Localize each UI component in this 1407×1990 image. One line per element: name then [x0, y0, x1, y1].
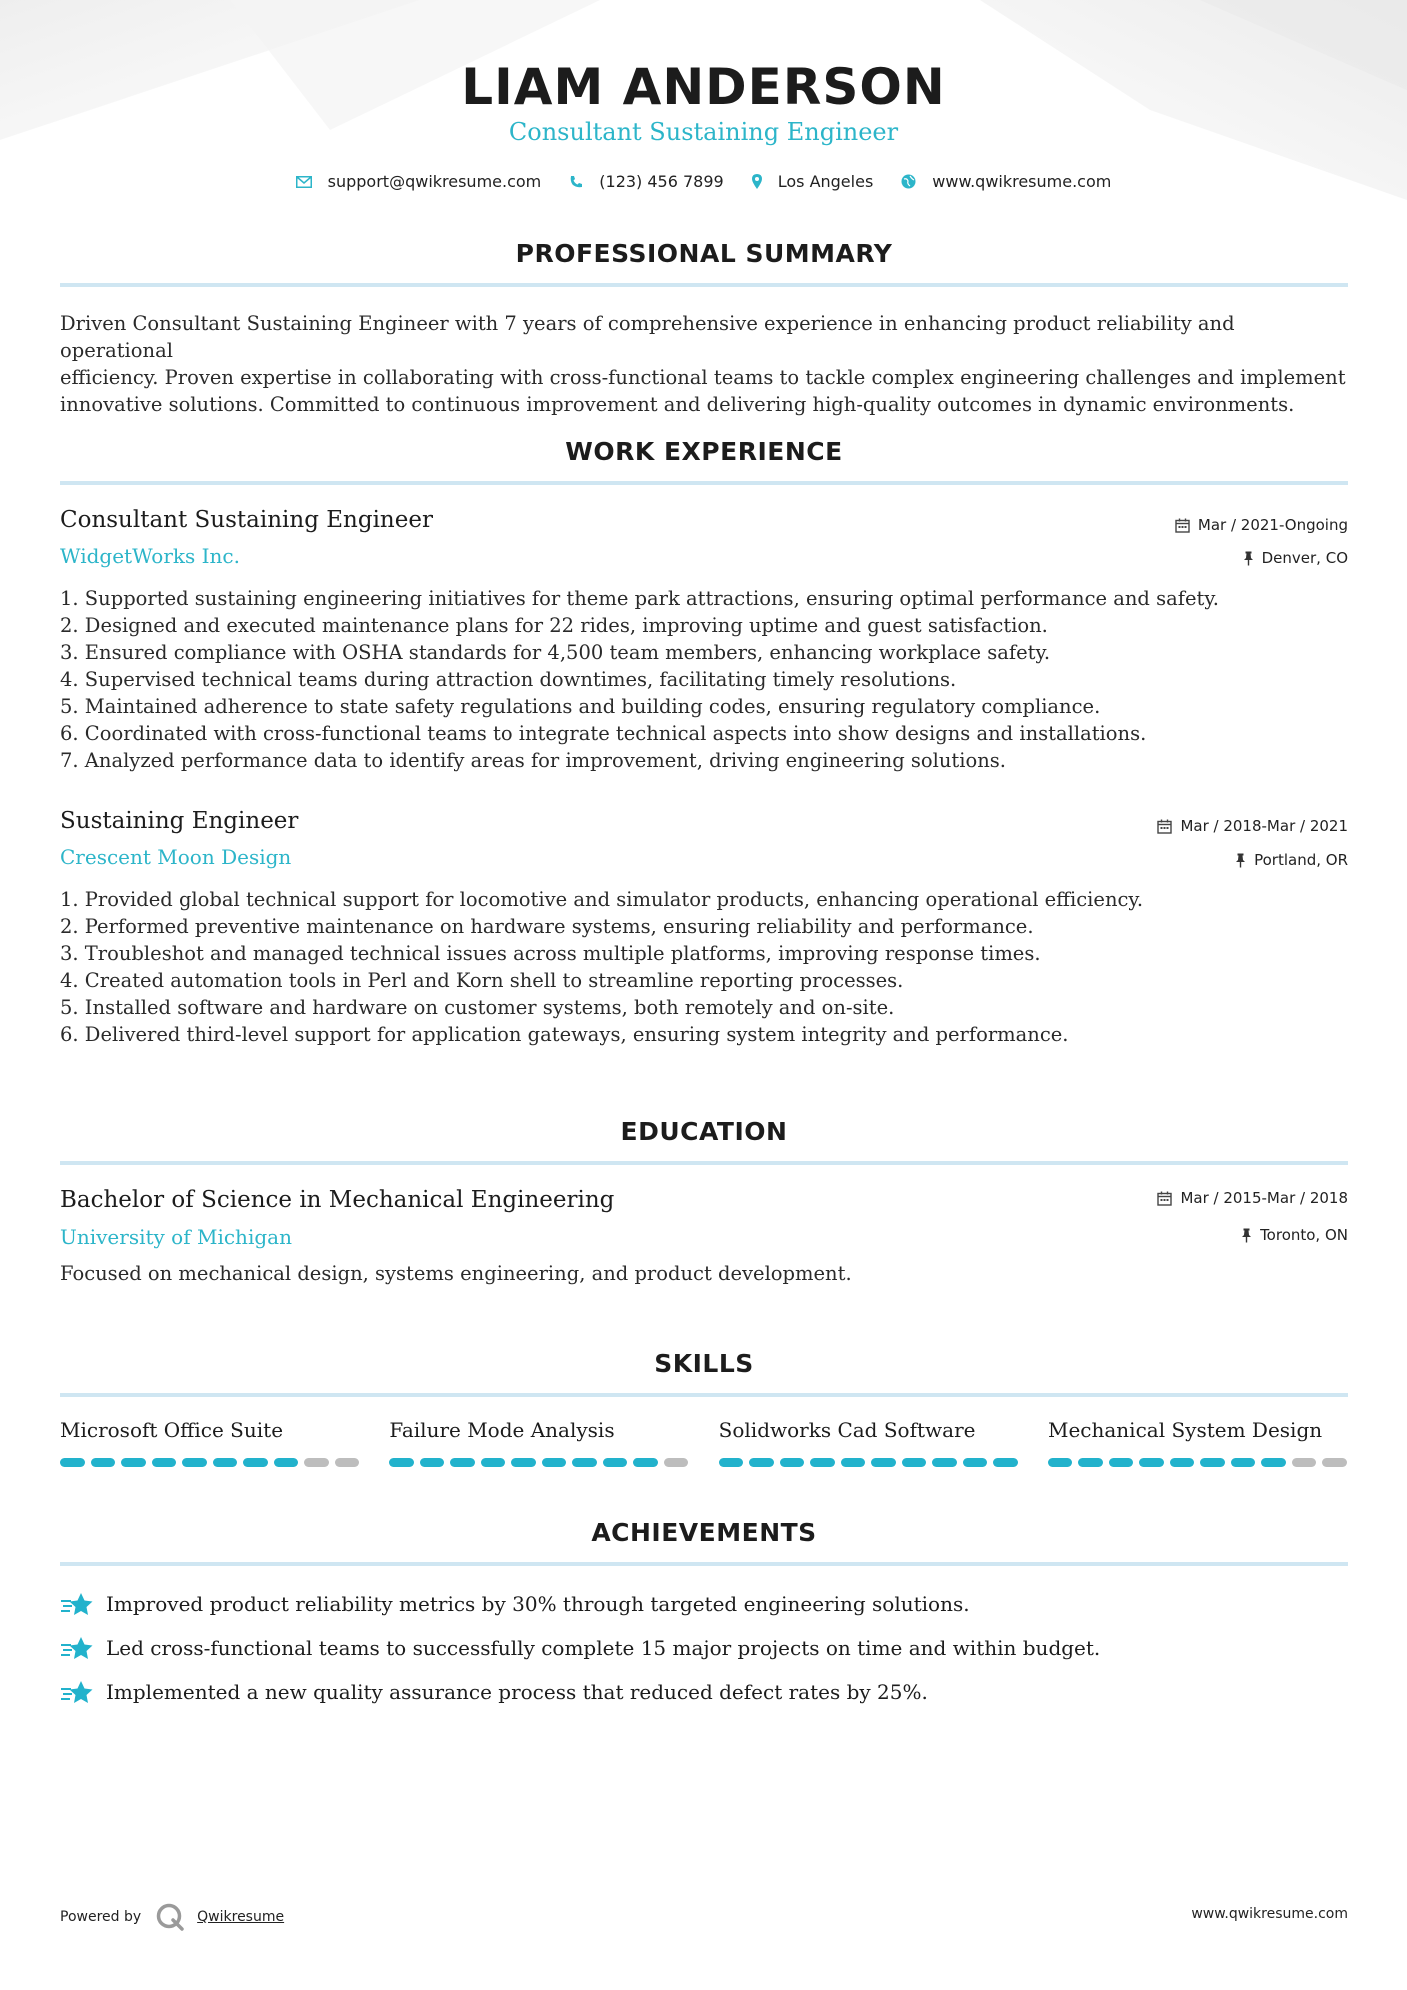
map-pin-icon — [752, 174, 762, 189]
achievement-item — [60, 1678, 928, 1706]
skill-segment-filled — [719, 1458, 744, 1467]
contact-phone[interactable] — [569, 172, 723, 191]
skill-item — [719, 1418, 1019, 1467]
skill-segment-empty — [335, 1458, 360, 1467]
education-dates-text: Mar / 2015-Mar / 2018 — [1180, 1189, 1348, 1207]
skill-segment-filled — [182, 1458, 207, 1467]
skill-segment-filled — [121, 1458, 146, 1467]
skill-level-bar — [1048, 1458, 1348, 1467]
calendar-icon — [1157, 1191, 1172, 1206]
skill-segment-filled — [389, 1458, 414, 1467]
powered-by-label: Powered by — [60, 1909, 142, 1925]
qwikresume-logo-icon — [155, 1902, 185, 1932]
skill-segment-filled — [1078, 1458, 1103, 1467]
skill-segment-filled — [810, 1458, 835, 1467]
section-divider — [60, 1562, 1348, 1566]
skill-segment-filled — [1261, 1458, 1286, 1467]
skill-segment-filled — [1231, 1458, 1256, 1467]
job-location-text: Portland, OR — [1254, 851, 1348, 869]
skill-segment-empty — [304, 1458, 329, 1467]
section-heading-education: EDUCATION — [620, 1117, 788, 1146]
skill-segment-filled — [1170, 1458, 1195, 1467]
education-dates — [1157, 1189, 1348, 1207]
skill-segment-filled — [542, 1458, 567, 1467]
job-dates-text: Mar / 2018-Mar / 2021 — [1180, 817, 1348, 835]
skill-segment-filled — [213, 1458, 238, 1467]
achievement-item — [60, 1590, 970, 1618]
education-location-text: Toronto, ON — [1260, 1226, 1348, 1244]
list-item: 2. Designed and executed maintenance plans for 22 rides, improving uptime and guest satisfaction. — [60, 614, 1048, 637]
envelope-icon — [296, 176, 312, 188]
job-dates-text: Mar / 2021-Ongoing — [1197, 516, 1348, 534]
job-title: Sustaining Engineer — [60, 808, 299, 834]
skill-segment-filled — [871, 1458, 896, 1467]
contact-phone-text: (123) 456 7899 — [599, 172, 724, 191]
skill-name: Solidworks Cad Software — [718, 1418, 976, 1442]
list-item: 7. Analyzed performance data to identify areas for improvement, driving engineering solutions. — [60, 749, 1006, 772]
skill-segment-filled — [963, 1458, 988, 1467]
section-heading-skills: SKILLS — [654, 1349, 754, 1378]
calendar-icon — [1175, 518, 1190, 533]
skill-segment-filled — [841, 1458, 866, 1467]
skill-segment-filled — [1048, 1458, 1073, 1467]
achievement-item — [60, 1634, 1100, 1662]
footer-website-link[interactable]: www.qwikresume.com — [1191, 1906, 1348, 1922]
contact-location-text: Los Angeles — [777, 172, 874, 191]
skill-segment-filled — [993, 1458, 1018, 1467]
shooting-star-icon — [60, 1590, 94, 1618]
job-title: Consultant Sustaining Engineer — [60, 507, 433, 533]
list-item: 5. Maintained adherence to state safety regulations and building codes, ensuring regulatory compliance. — [60, 695, 1101, 718]
skill-segment-filled — [780, 1458, 805, 1467]
skill-segment-filled — [60, 1458, 85, 1467]
job-location — [1235, 851, 1348, 869]
list-item: 2. Performed preventive maintenance on hardware systems, ensuring reliability and performance. — [60, 915, 1034, 938]
contact-email[interactable] — [296, 172, 542, 191]
contact-location — [752, 172, 874, 191]
skill-item — [60, 1418, 360, 1467]
skill-segment-filled — [603, 1458, 628, 1467]
candidate-title: Consultant Sustaining Engineer — [508, 118, 899, 146]
job-duties-list — [60, 886, 1348, 1048]
section-divider — [60, 481, 1348, 485]
skills-list — [60, 1418, 1348, 1467]
pushpin-icon — [1241, 1228, 1252, 1243]
skill-segment-filled — [152, 1458, 177, 1467]
skill-item — [389, 1418, 689, 1467]
job-location-text: Denver, CO — [1261, 549, 1348, 567]
skill-segment-filled — [1139, 1458, 1164, 1467]
education-school: University of Michigan — [60, 1225, 292, 1249]
skill-segment-filled — [572, 1458, 597, 1467]
job-duties-list — [60, 585, 1348, 774]
skill-segment-filled — [91, 1458, 116, 1467]
achievement-text: Implemented a new quality assurance process that reduced defect rates by 25%. — [106, 1680, 928, 1704]
skill-segment-filled — [243, 1458, 268, 1467]
skill-item — [1048, 1418, 1348, 1467]
achievement-text: Led cross-functional teams to successfully complete 15 major projects on time and within budget. — [106, 1636, 1101, 1660]
section-divider — [60, 1161, 1348, 1165]
list-item: 3. Troubleshot and managed technical issues across multiple platforms, improving response times. — [60, 942, 1041, 965]
skill-segment-filled — [420, 1458, 445, 1467]
summary-line: efficiency. Proven expertise in collaborating with cross-functional teams to tackle complex engineering challenges and implement — [60, 366, 1346, 389]
education-location — [1241, 1226, 1348, 1244]
skill-segment-empty — [664, 1458, 689, 1467]
skill-segment-empty — [1292, 1458, 1317, 1467]
shooting-star-icon — [60, 1634, 94, 1662]
job-company: WidgetWorks Inc. — [60, 544, 240, 568]
list-item: 4. Supervised technical teams during attraction downtimes, facilitating timely resolutions. — [60, 668, 957, 691]
education-description: Focused on mechanical design, systems engineering, and product development. — [60, 1262, 852, 1285]
skill-segment-filled — [450, 1458, 475, 1467]
contact-email-text: support@qwikresume.com — [327, 172, 542, 191]
list-item: 6. Delivered third-level support for application gateways, ensuring system integrity and performance. — [60, 1023, 1069, 1046]
list-item: 3. Ensured compliance with OSHA standards for 4,500 team members, enhancing workplace safety. — [60, 641, 1051, 664]
qwikresume-link[interactable]: Qwikresume — [197, 1909, 285, 1925]
list-item: 1. Supported sustaining engineering initiatives for theme park attractions, ensuring optimal performance and safety. — [60, 587, 1219, 610]
achievement-text: Improved product reliability metrics by 30% through targeted engineering solutions. — [106, 1592, 970, 1616]
skill-segment-filled — [633, 1458, 658, 1467]
skill-name: Failure Mode Analysis — [389, 1418, 615, 1442]
job-dates — [1157, 817, 1348, 835]
skill-level-bar — [60, 1458, 360, 1467]
footer-powered-by — [60, 1902, 284, 1932]
section-divider — [60, 1393, 1348, 1397]
pushpin-icon — [1235, 853, 1246, 868]
job-company: Crescent Moon Design — [60, 845, 292, 869]
skill-segment-filled — [902, 1458, 927, 1467]
skill-segment-empty — [1322, 1458, 1347, 1467]
globe-icon — [901, 174, 916, 189]
list-item: 5. Installed software and hardware on customer systems, both remotely and on-site. — [60, 996, 895, 1019]
skill-segment-filled — [932, 1458, 957, 1467]
candidate-name: LIAM ANDERSON — [461, 58, 946, 116]
summary-line: innovative solutions. Committed to continuous improvement and delivering high-quality outcomes in dynamic environments. — [60, 393, 1295, 416]
skill-segment-filled — [511, 1458, 536, 1467]
shooting-star-icon — [60, 1678, 94, 1706]
list-item: 1. Provided global technical support for locomotive and simulator products, enhancing operational efficiency. — [60, 888, 1144, 911]
section-heading-experience: WORK EXPERIENCE — [565, 437, 843, 466]
job-dates — [1175, 516, 1348, 534]
list-item: 4. Created automation tools in Perl and Korn shell to streamline reporting processes. — [60, 969, 904, 992]
skill-name: Mechanical System Design — [1047, 1418, 1323, 1442]
job-location — [1243, 549, 1348, 567]
skill-name: Microsoft Office Suite — [60, 1418, 284, 1442]
contact-bar — [0, 172, 1407, 191]
education-degree: Bachelor of Science in Mechanical Engineering — [60, 1187, 615, 1213]
skill-segment-filled — [481, 1458, 506, 1467]
section-divider — [60, 283, 1348, 287]
skill-level-bar — [389, 1458, 689, 1467]
skill-level-bar — [719, 1458, 1019, 1467]
list-item: 6. Coordinated with cross-functional teams to integrate technical aspects into show designs and installations. — [60, 722, 1147, 745]
skill-segment-filled — [1109, 1458, 1134, 1467]
phone-icon — [569, 175, 583, 189]
skill-segment-filled — [1200, 1458, 1225, 1467]
summary-text — [60, 310, 1348, 418]
section-heading-summary: PROFESSIONAL SUMMARY — [515, 239, 893, 268]
skill-segment-filled — [274, 1458, 299, 1467]
contact-website-text: www.qwikresume.com — [932, 172, 1112, 191]
contact-website[interactable] — [901, 172, 1111, 191]
pushpin-icon — [1243, 551, 1254, 566]
skill-segment-filled — [749, 1458, 774, 1467]
calendar-icon — [1157, 819, 1172, 834]
summary-line: Driven Consultant Sustaining Engineer with 7 years of comprehensive experience in enhancing product reliability and operational — [60, 312, 1235, 362]
section-heading-achievements: ACHIEVEMENTS — [591, 1518, 817, 1547]
